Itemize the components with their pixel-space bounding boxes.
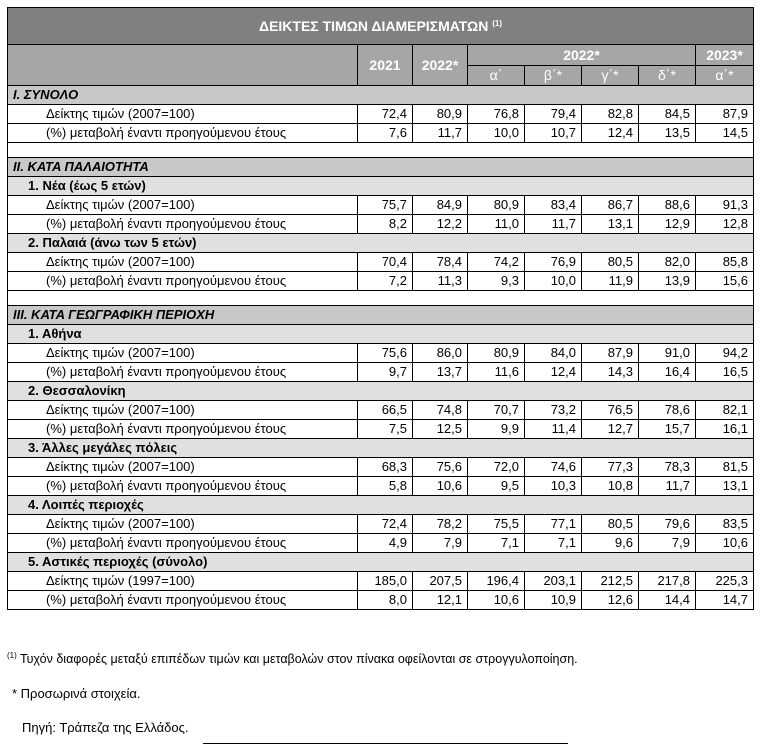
value-cell: 72,4 <box>358 515 413 534</box>
value-cell: 74,8 <box>413 401 468 420</box>
value-cell: 78,3 <box>639 458 696 477</box>
value-cell: 70,4 <box>358 253 413 272</box>
subsection-old: 2. Παλαιά (άνω των 5 ετών) <box>8 234 754 253</box>
value-cell: 84,9 <box>413 196 468 215</box>
value-cell: 72,4 <box>358 105 413 124</box>
value-cell: 13,9 <box>639 272 696 291</box>
value-cell: 80,5 <box>582 515 639 534</box>
value-cell: 84,5 <box>639 105 696 124</box>
value-cell: 83,5 <box>696 515 754 534</box>
footnote-source: Πηγή: Τράπεζα της Ελλάδος. <box>22 720 189 735</box>
value-cell: 12,4 <box>582 124 639 143</box>
section-by-region: III. ΚΑΤΑ ΓΕΩΓΡΑΦΙΚΗ ΠΕΡΙΟΧΗ <box>8 306 754 325</box>
value-cell: 10,9 <box>525 591 582 610</box>
value-cell: 75,6 <box>413 458 468 477</box>
table-row <box>8 363 754 382</box>
value-cell: 78,6 <box>639 401 696 420</box>
section-total: I. ΣΥΝΟΛΟ <box>8 86 754 105</box>
value-cell: 14,7 <box>696 591 754 610</box>
value-cell: 10,6 <box>413 477 468 496</box>
table-row <box>8 458 754 477</box>
value-cell: 74,2 <box>468 253 525 272</box>
row-label: Δείκτης τιμών (2007=100) <box>8 458 358 477</box>
value-cell: 75,7 <box>358 196 413 215</box>
table-row <box>8 105 754 124</box>
row-label: (%) μεταβολή έναντι προηγούμενου έτους <box>8 363 358 382</box>
value-cell: 7,9 <box>413 534 468 553</box>
value-cell: 80,5 <box>582 253 639 272</box>
value-cell: 7,1 <box>525 534 582 553</box>
value-cell: 9,5 <box>468 477 525 496</box>
row-label: Δείκτης τιμών (1997=100) <box>8 572 358 591</box>
value-cell: 81,5 <box>696 458 754 477</box>
value-cell: 75,5 <box>468 515 525 534</box>
value-cell: 16,5 <box>696 363 754 382</box>
value-cell: 11,9 <box>582 272 639 291</box>
row-label: (%) μεταβολή έναντι προηγούμενου έτους <box>8 591 358 610</box>
row-label: Δείκτης τιμών (2007=100) <box>8 196 358 215</box>
subsection-other-areas: 4. Λοιπές περιοχές <box>8 496 754 515</box>
value-cell: 7,2 <box>358 272 413 291</box>
value-cell: 86,7 <box>582 196 639 215</box>
table-row <box>8 196 754 215</box>
value-cell: 11,4 <box>525 420 582 439</box>
value-cell: 87,9 <box>582 344 639 363</box>
value-cell: 77,1 <box>525 515 582 534</box>
value-cell: 94,2 <box>696 344 754 363</box>
value-cell: 10,3 <box>525 477 582 496</box>
table-row <box>8 515 754 534</box>
value-cell: 9,3 <box>468 272 525 291</box>
header-2022: 2022* <box>413 45 468 86</box>
value-cell: 4,9 <box>358 534 413 553</box>
value-cell: 78,4 <box>413 253 468 272</box>
header-empty-cell <box>8 45 358 86</box>
value-cell: 15,7 <box>639 420 696 439</box>
value-cell: 12,4 <box>525 363 582 382</box>
value-cell: 13,5 <box>639 124 696 143</box>
header-q3: γ΄* <box>582 65 639 86</box>
value-cell: 185,0 <box>358 572 413 591</box>
value-cell: 75,6 <box>358 344 413 363</box>
row-label: Δείκτης τιμών (2007=100) <box>8 401 358 420</box>
header-q4: δ΄* <box>639 65 696 86</box>
value-cell: 8,2 <box>358 215 413 234</box>
table-row <box>8 124 754 143</box>
value-cell: 9,7 <box>358 363 413 382</box>
header-q2: β΄* <box>525 65 582 86</box>
value-cell: 217,8 <box>639 572 696 591</box>
subsection-athens: 1. Αθήνα <box>8 325 754 344</box>
value-cell: 66,5 <box>358 401 413 420</box>
value-cell: 12,1 <box>413 591 468 610</box>
value-cell: 85,8 <box>696 253 754 272</box>
value-cell: 82,0 <box>639 253 696 272</box>
value-cell: 5,8 <box>358 477 413 496</box>
value-cell: 12,9 <box>639 215 696 234</box>
value-cell: 79,4 <box>525 105 582 124</box>
row-label: Δείκτης τιμών (2007=100) <box>8 105 358 124</box>
value-cell: 7,6 <box>358 124 413 143</box>
header-2021: 2021 <box>358 45 413 86</box>
value-cell: 13,1 <box>696 477 754 496</box>
value-cell: 68,3 <box>358 458 413 477</box>
table-row <box>8 477 754 496</box>
value-cell: 91,0 <box>639 344 696 363</box>
value-cell: 74,6 <box>525 458 582 477</box>
value-cell: 7,1 <box>468 534 525 553</box>
value-cell: 91,3 <box>696 196 754 215</box>
value-cell: 80,9 <box>468 344 525 363</box>
header-q1-2023: α΄* <box>696 65 754 86</box>
value-cell: 10,7 <box>525 124 582 143</box>
value-cell: 7,9 <box>639 534 696 553</box>
value-cell: 8,0 <box>358 591 413 610</box>
value-cell: 11,7 <box>413 124 468 143</box>
header-group-2022: 2022* <box>468 45 696 66</box>
value-cell: 10,0 <box>525 272 582 291</box>
value-cell: 7,5 <box>358 420 413 439</box>
value-cell: 196,4 <box>468 572 525 591</box>
value-cell: 82,8 <box>582 105 639 124</box>
table-row <box>8 534 754 553</box>
value-cell: 12,8 <box>696 215 754 234</box>
value-cell: 12,2 <box>413 215 468 234</box>
value-cell: 13,1 <box>582 215 639 234</box>
value-cell: 11,3 <box>413 272 468 291</box>
value-cell: 9,6 <box>582 534 639 553</box>
table-row <box>8 253 754 272</box>
table-row <box>8 344 754 363</box>
row-label: (%) μεταβολή έναντι προηγούμενου έτους <box>8 272 358 291</box>
spacer <box>8 143 754 158</box>
subsection-other-cities: 3. Άλλες μεγάλες πόλεις <box>8 439 754 458</box>
row-label: Δείκτης τιμών (2007=100) <box>8 515 358 534</box>
value-cell: 79,6 <box>639 515 696 534</box>
value-cell: 203,1 <box>525 572 582 591</box>
subsection-new: 1. Νέα (έως 5 ετών) <box>8 177 754 196</box>
value-cell: 15,6 <box>696 272 754 291</box>
row-label: (%) μεταβολή έναντι προηγούμενου έτους <box>8 124 358 143</box>
value-cell: 73,2 <box>525 401 582 420</box>
value-cell: 72,0 <box>468 458 525 477</box>
value-cell: 11,6 <box>468 363 525 382</box>
value-cell: 10,8 <box>582 477 639 496</box>
section-by-age: II. ΚΑΤΑ ΠΑΛΑΙΟΤΗΤΑ <box>8 158 754 177</box>
value-cell: 10,6 <box>468 591 525 610</box>
value-cell: 80,9 <box>413 105 468 124</box>
value-cell: 12,5 <box>413 420 468 439</box>
value-cell: 86,0 <box>413 344 468 363</box>
header-group-2023: 2023* <box>696 45 754 66</box>
value-cell: 70,7 <box>468 401 525 420</box>
table-row <box>8 591 754 610</box>
table-row <box>8 272 754 291</box>
value-cell: 76,9 <box>525 253 582 272</box>
value-cell: 14,4 <box>639 591 696 610</box>
value-cell: 80,9 <box>468 196 525 215</box>
value-cell: 212,5 <box>582 572 639 591</box>
value-cell: 76,5 <box>582 401 639 420</box>
row-label: (%) μεταβολή έναντι προηγούμενου έτους <box>8 477 358 496</box>
bottom-divider <box>203 743 568 744</box>
value-cell: 10,6 <box>696 534 754 553</box>
value-cell: 10,0 <box>468 124 525 143</box>
table-title: ΔΕΙΚΤΕΣ ΤΙΜΩΝ ΔΙΑΜΕΡΙΣΜΑΤΩΝ $^{(1)}$ <box>8 8 754 45</box>
table-row <box>8 401 754 420</box>
value-cell: 12,6 <box>582 591 639 610</box>
table-row <box>8 572 754 591</box>
value-cell: 84,0 <box>525 344 582 363</box>
row-label: Δείκτης τιμών (2007=100) <box>8 253 358 272</box>
value-cell: 78,2 <box>413 515 468 534</box>
value-cell: 14,3 <box>582 363 639 382</box>
value-cell: 83,4 <box>525 196 582 215</box>
value-cell: 11,0 <box>468 215 525 234</box>
subsection-thessaloniki: 2. Θεσσαλονίκη <box>8 382 754 401</box>
value-cell: 9,9 <box>468 420 525 439</box>
footnote-provisional: * Προσωρινά στοιχεία. <box>12 686 141 701</box>
value-cell: 12,7 <box>582 420 639 439</box>
value-cell: 207,5 <box>413 572 468 591</box>
value-cell: 14,5 <box>696 124 754 143</box>
table-row <box>8 420 754 439</box>
value-cell: 16,1 <box>696 420 754 439</box>
row-label: (%) μεταβολή έναντι προηγούμενου έτους <box>8 534 358 553</box>
row-label: Δείκτης τιμών (2007=100) <box>8 344 358 363</box>
footnote-rounding: $^{(1)}$ Τυχόν διαφορές μεταξύ επιπέδων τιμών και μεταβολών στον πίνακα οφείλονται σε στρογγυλοποίηση. <box>7 651 578 666</box>
value-cell: 16,4 <box>639 363 696 382</box>
value-cell: 77,3 <box>582 458 639 477</box>
subsection-urban: 5. Αστικές περιοχές (σύνολο) <box>8 553 754 572</box>
value-cell: 87,9 <box>696 105 754 124</box>
value-cell: 13,7 <box>413 363 468 382</box>
row-label: (%) μεταβολή έναντι προηγούμενου έτους <box>8 215 358 234</box>
value-cell: 225,3 <box>696 572 754 591</box>
value-cell: 11,7 <box>639 477 696 496</box>
value-cell: 76,8 <box>468 105 525 124</box>
value-cell: 88,6 <box>639 196 696 215</box>
row-label: (%) μεταβολή έναντι προηγούμενου έτους <box>8 420 358 439</box>
price-index-table <box>7 7 754 610</box>
header-q1: α΄ <box>468 65 525 86</box>
spacer <box>8 291 754 306</box>
value-cell: 82,1 <box>696 401 754 420</box>
value-cell: 11,7 <box>525 215 582 234</box>
table-row <box>8 215 754 234</box>
